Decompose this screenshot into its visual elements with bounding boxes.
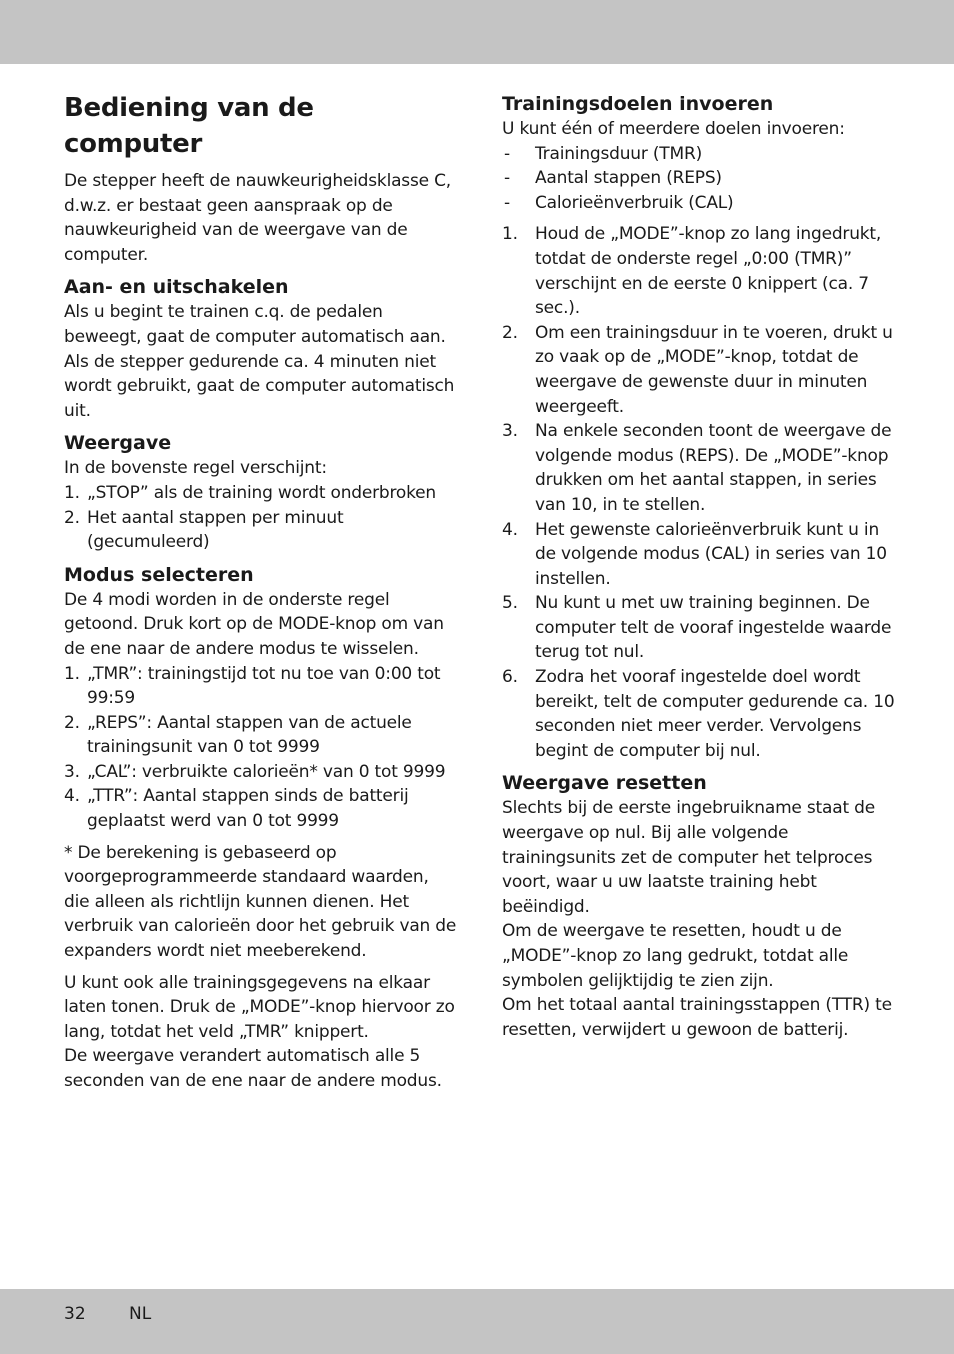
reset-paragraph-1: Slechts bij de eerste ingebruikname staat de weergave op nul. Bij alle volgende trainingsunits zet de computer het telproces voort, waar u uw laatste training hebt beëindigd. [502,798,875,917]
reset-paragraph-2: Om de weergave te resetten, houdt u de „MODE”-knop zo lang gedrukt, totdat alle symbolen gelijktijdig te zien zijn. [502,921,849,991]
left-column [64,90,459,1094]
section-heading-display: Weergave [64,432,172,455]
list-item: 2. Het aantal stappen per minuut (gecumuleerd) [64,507,344,553]
language-code: NL [129,1304,152,1324]
list-item: 5. Nu kunt u met uw training beginnen. De computer telt de vooraf ingestelde waarde terug tot nul. [502,593,892,663]
goals-paragraph: U kunt één of meerdere doelen invoeren: [502,119,845,139]
list-item: 4. Het gewenste calorieënverbruik kunt u in de volgende modus (CAL) in series van 10 instellen. [502,519,887,589]
display-paragraph: In de bovenste regel verschijnt: [64,458,327,479]
list-item: 2. Om een trainingsduur in te voeren, drukt u zo vaak op de „MODE”-knop, totdat de weergave de gewenste duur in minuten weergeeft. [502,322,893,417]
display-list [64,481,459,555]
section-heading-reset: Weergave resetten [502,772,707,795]
right-column [502,92,902,1042]
page-number: 32 [64,1304,86,1324]
section-heading-onoff: Aan- en uitschakelen [64,276,289,299]
list-item: - Calorieënverbruik (CAL) [504,192,734,213]
list-item: 1. Houd de „MODE”-knop zo lang ingedrukt, totdat de onderste regel „0:00 (TMR)” verschijnt en de eerste 0 knippert (ca. 7 sec.). [502,224,882,319]
list-item: 3. „CAL”: verbruikte calorieën* van 0 tot 9999 [64,761,446,782]
section-heading-mode: Modus selecteren [64,563,254,586]
reset-paragraph-3: Om het totaal aantal trainingsstappen (TTR) te resetten, verwijdert u gewoon de batterij. [502,995,892,1040]
list-item: 1. „STOP” als de training wordt onderbroken [64,482,437,503]
list-item: 2. „REPS”: Aantal stappen van de actuele trainingsunit van 0 tot 9999 [64,712,412,758]
auto-switch-paragraph: De weergave verandert automatisch alle 5 seconden van de ene naar de andere modus. [64,1046,442,1091]
mode-list [64,662,459,834]
header-band [0,0,954,64]
list-item: 3. Na enkele seconden toont de weergave de volgende modus (REPS). De „MODE”-knop drukken om het aantal stappen, in series van 10, in te stellen. [502,421,892,515]
mode-paragraph: De 4 modi worden in de onderste regel getoond. Druk kort op de MODE-knop om van de ene naar de andere modus te wisselen. [64,589,444,659]
goals-steps-list [502,222,902,763]
list-item: - Aantal stappen (REPS) [504,168,722,189]
list-item: 1. „TMR”: trainingstijd tot nu toe van 0:00 tot 99:59 [64,663,441,709]
goals-dash-list [502,142,902,216]
list-item: 4. „TTR”: Aantal stappen sinds de batterij geplaatst werd van 0 tot 9999 [64,786,409,832]
list-item: 6. Zodra het vooraf ingestelde doel wordt bereikt, telt de computer gedurende ca. 10 seconden niet meer verder. Vervolgens begint de computer bij nul. [502,667,895,761]
sequence-paragraph: U kunt ook alle trainingsgegevens na elkaar laten tonen. Druk de „MODE”-knop hiervoor zo lang, totdat het veld „TMR” knippert. [64,972,455,1042]
list-item: - Trainingsduur (TMR) [504,143,702,164]
onoff-paragraph: Als u begint te trainen c.q. de pedalen beweegt, gaat de computer automatisch aan. Als de stepper gedurende ca. 4 minuten niet wordt gebruikt, gaat de computer automatisch uit. [64,302,455,421]
footnote-paragraph: * De berekening is gebaseerd op voorgeprogrammeerde standaard waarden, die alleen als richtlijn kunnen dienen. Het verbruik van calorieën door het gebruik van de expanders wordt niet meeberekend. [64,842,457,962]
page-title: Bediening van de computer [64,93,314,159]
intro-paragraph: De stepper heeft de nauwkeurigheidsklasse C, d.w.z. er bestaat geen aanspraak op de nauwkeurigheid van de weergave van de computer. [64,171,451,265]
section-heading-goals: Trainingsdoelen invoeren [502,93,774,115]
